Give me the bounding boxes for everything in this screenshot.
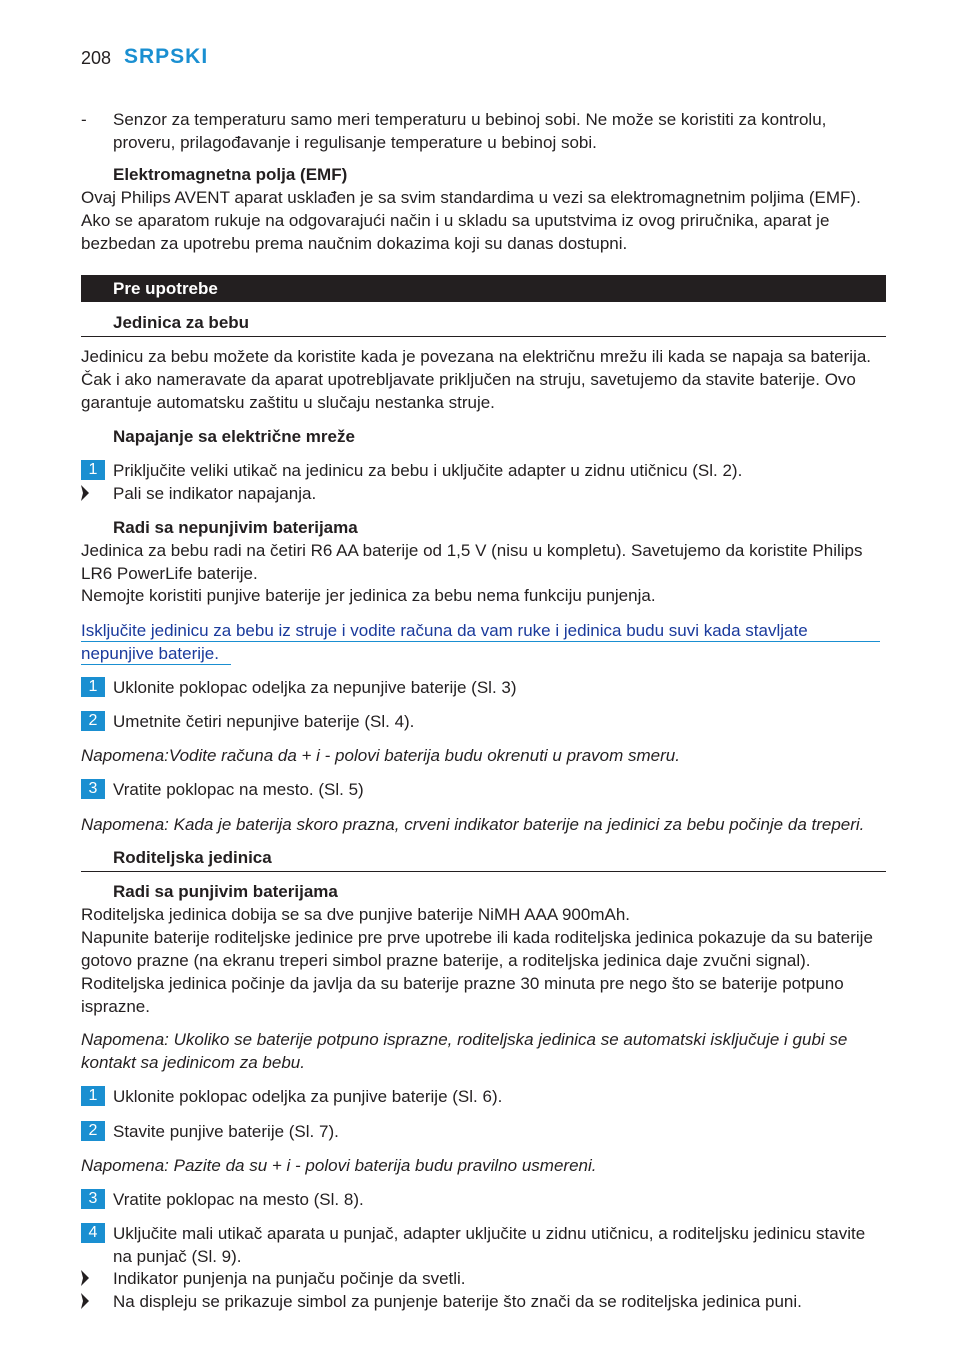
result-text: Na displeju se prikazuje simbol za punjenje baterije što znači da se roditeljska jedinica puni. bbox=[113, 1292, 802, 1311]
step-text: Uključite mali utikač aparata u punjač, adapter uključite u zidnu utičnicu, a roditeljsku jedinicu stavite na punjač (Sl. 9). bbox=[113, 1224, 866, 1266]
mains-result-text: Pali se indikator napajanja. bbox=[113, 484, 317, 503]
step-number: 2 bbox=[81, 1121, 105, 1141]
step-number: 2 bbox=[81, 711, 105, 731]
mains-heading: Napajanje sa električne mreže bbox=[113, 427, 355, 446]
step-number: 3 bbox=[81, 1189, 105, 1209]
step-text: Vratite poklopac na mesto. (Sl. 5) bbox=[113, 780, 364, 799]
warning-underline bbox=[81, 664, 231, 665]
heading-rule bbox=[81, 871, 886, 872]
baby-unit-intro: Jedinicu za bebu možete da koristite kada je povezana na električnu mrežu ili kada se napaja sa baterija. Čak i ako nameravate da aparat upotrebljavate priključen na struju, savetujemo da stavite baterije. Ovo garantuje automatsku zaštitu u slučaju nestanka struje. bbox=[81, 347, 872, 412]
heading-rule bbox=[81, 336, 886, 337]
parent-unit-heading: Roditeljska jedinica bbox=[113, 848, 272, 867]
page-number: 208 bbox=[81, 48, 112, 68]
section-banner-title: Pre upotrebe bbox=[113, 279, 218, 298]
warning-underline bbox=[81, 641, 880, 642]
result-bullet-icon bbox=[80, 1293, 94, 1311]
emf-text: Ovaj Philips AVENT aparat usklađen je sa svim standardima u vezi sa elektromagnetnim poljima (EMF). Ako se aparatom rukuje na odgovarajući način i u skladu sa uputstvima iz ovog priručnika, aparat je bezbedan za upotrebu prema naučnim dokazima koji su danas dostupni. bbox=[81, 188, 861, 253]
battery-warning: Isključite jedinicu za bebu iz struje i vodite računa da vam ruke i jedinica budu suvi kada stavljate nepunjive baterije. bbox=[81, 621, 808, 663]
note-text: Napomena: Ukoliko se baterije potpuno isprazne, roditeljska jedinica se automatski isključuje i gubi se kontakt sa jedinicom za bebu. bbox=[81, 1030, 848, 1072]
emf-heading: Elektromagnetna polja (EMF) bbox=[113, 165, 348, 184]
step-number: 1 bbox=[81, 1086, 105, 1106]
baby-unit-heading: Jedinica za bebu bbox=[113, 313, 250, 332]
result-text: Indikator punjenja na punjaču počinje da svetli. bbox=[113, 1269, 466, 1288]
step-number: 3 bbox=[81, 779, 105, 799]
step-text: Uklonite poklopac odeljka za nepunjive baterije (Sl. 3) bbox=[113, 678, 517, 697]
step-text: Uklonite poklopac odeljka za punjive baterije (Sl. 6). bbox=[113, 1087, 503, 1106]
step-text: Vratite poklopac na mesto (Sl. 8). bbox=[113, 1190, 364, 1209]
language-label: SRPSKI bbox=[124, 45, 209, 68]
mains-step-text: Priključite veliki utikač na jedinicu za bebu i uključite adapter u zidnu utičnicu (Sl. 2). bbox=[113, 461, 743, 480]
dash-marker: - bbox=[81, 110, 87, 129]
parent-text-1: Roditeljska jedinica dobija se sa dve punjive baterije NiMH AAA 900mAh. bbox=[81, 905, 631, 924]
step-text: Umetnite četiri nepunjive baterije (Sl. 4). bbox=[113, 712, 415, 731]
step-number: 4 bbox=[81, 1223, 105, 1243]
sensor-text: Senzor za temperaturu samo meri temperaturu u bebinoj sobi. Ne može se koristiti za kontrolu, proveru, prilagođavanje i regulisanje temperature u bebinoj sobi. bbox=[113, 110, 827, 152]
battery-text-1: Jedinica za bebu radi na četiri R6 AA baterije od 1,5 V (nisu u kompletu). Savetujemo da koristite Philips LR6 PowerLife baterije. bbox=[81, 541, 863, 583]
note-text: Napomena: Pazite da su + i - polovi baterija budu pravilno usmereni. bbox=[81, 1156, 597, 1175]
step-text: Stavite punjive baterije (Sl. 7). bbox=[113, 1122, 339, 1141]
step-number: 1 bbox=[81, 460, 105, 480]
note-text: Napomena:Vodite računa da + i - polovi baterija budu okrenuti u pravom smeru. bbox=[81, 746, 680, 765]
result-bullet-icon bbox=[80, 485, 94, 503]
parent-text-2: Napunite baterije roditeljske jedinice pre prve upotrebe ili kada roditeljska jedinica pokazuje da su baterije gotovo prazne (na ekranu treperi simbol prazne baterije, a roditeljska jedinica daje zvučni signal). Roditeljska jedinica počinje da javlja da su baterije prazne 30 minuta pre nego što se baterije potpuno isprazne. bbox=[81, 928, 873, 1016]
note-text: Napomena: Kada je baterija skoro prazna, crveni indikator baterije na jedinici za bebu počinje da treperi. bbox=[81, 815, 865, 834]
battery-heading: Radi sa nepunjivim baterijama bbox=[113, 518, 358, 537]
battery-text-2: Nemojte koristiti punjive baterije jer jedinica za bebu nema funkciju punjenja. bbox=[81, 586, 656, 605]
step-number: 1 bbox=[81, 677, 105, 697]
rechargeable-heading: Radi sa punjivim baterijama bbox=[113, 882, 338, 901]
result-bullet-icon bbox=[80, 1270, 94, 1288]
